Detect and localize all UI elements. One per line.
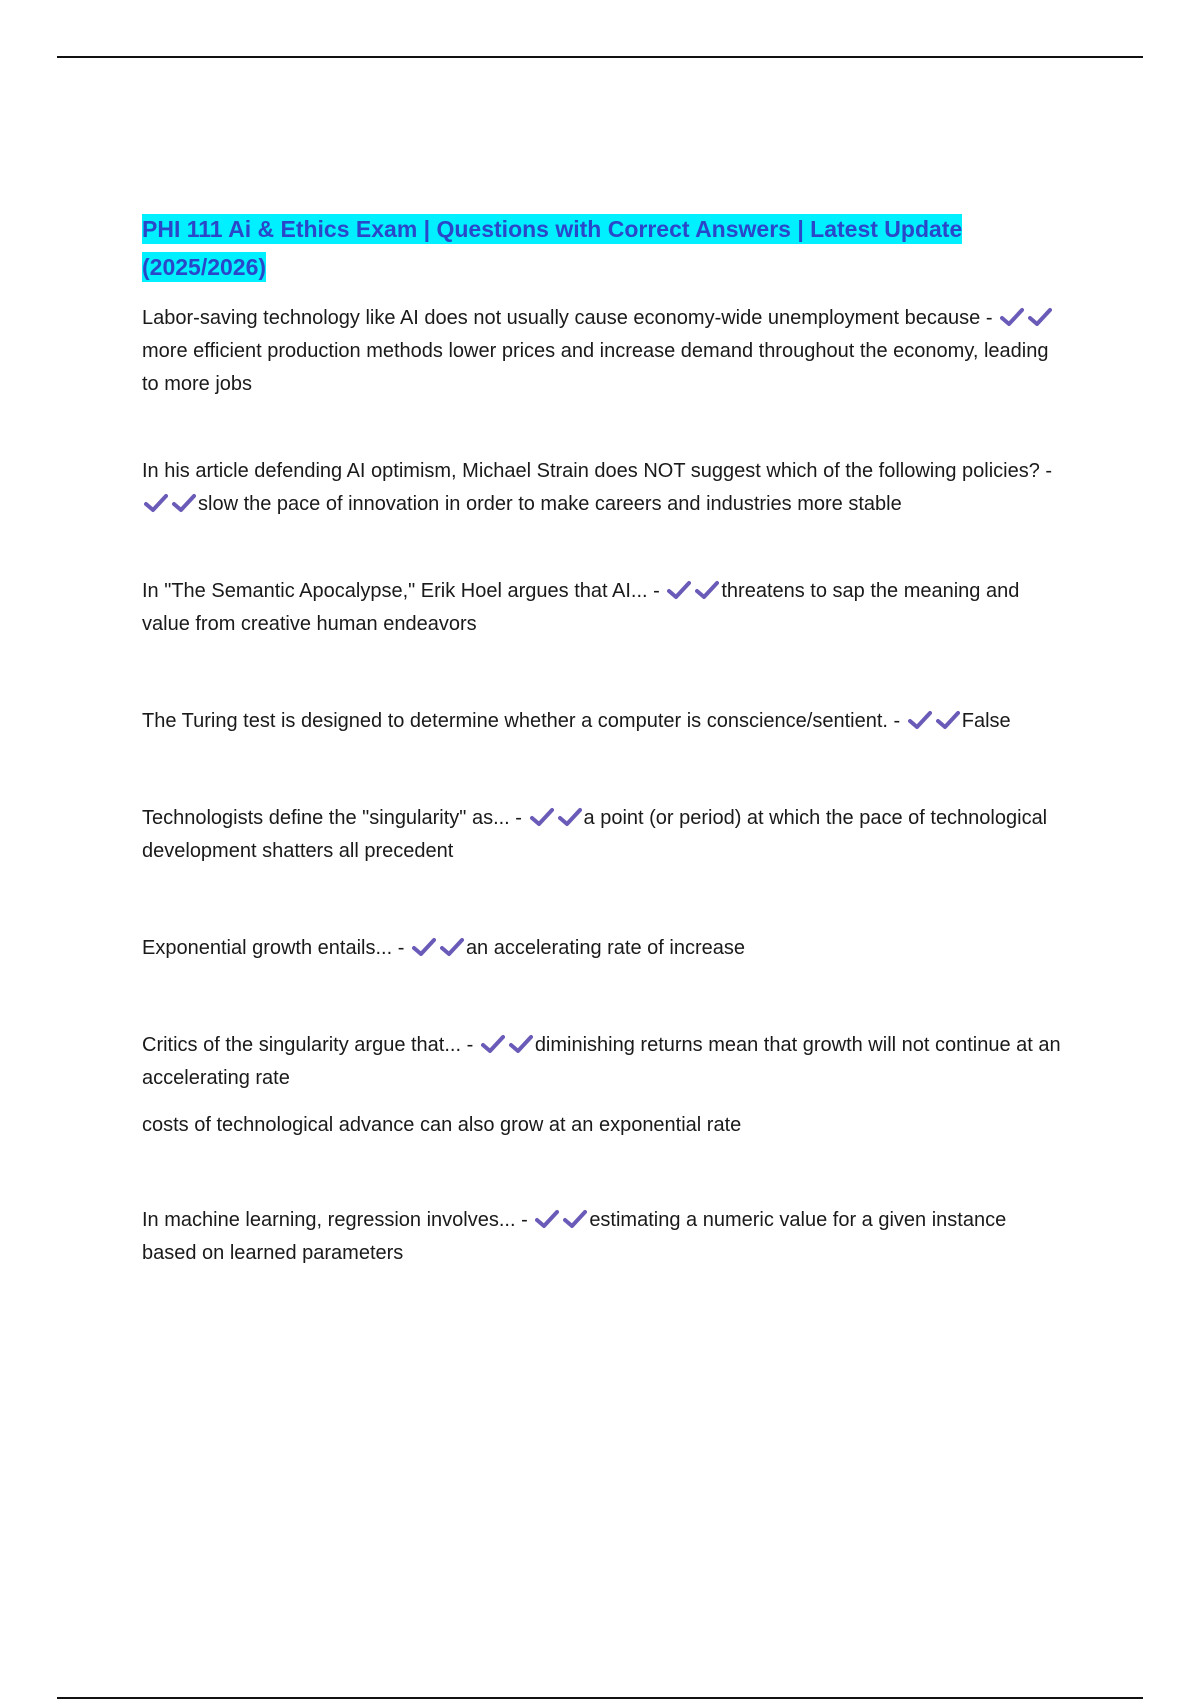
answer-text: an accelerating rate of increase bbox=[465, 937, 745, 959]
document-title bbox=[142, 210, 1062, 286]
additional-answer-text: costs of technological advance can also grow at an exponential rate bbox=[142, 1114, 742, 1136]
question-text: Critics of the singularity argue that... - bbox=[142, 1034, 474, 1056]
qa-item bbox=[142, 575, 1062, 641]
answer-text: a point (or period) at which the pace of technological development shatters all precedent bbox=[142, 807, 1048, 862]
answer-text: estimating a numeric value for a given instance based on learned parameters bbox=[142, 1209, 1007, 1264]
question-text: Technologists define the "singularity" as... - bbox=[142, 807, 522, 829]
answer-text: False bbox=[961, 710, 1011, 732]
question-text: In his article defending AI optimism, Michael Strain does NOT suggest which of the following policies? - bbox=[142, 460, 1053, 482]
qa-text bbox=[142, 802, 1062, 868]
footer-rule bbox=[57, 1697, 1143, 1699]
title-line-2: (2025/2026) bbox=[142, 254, 267, 280]
document-body bbox=[142, 210, 1062, 1270]
checkmark-icon bbox=[558, 807, 582, 827]
qa-text bbox=[142, 1204, 1062, 1270]
checkmark-icon bbox=[695, 580, 719, 600]
checkmark-icon bbox=[563, 1209, 587, 1229]
title-line-1: PHI 111 Ai & Ethics Exam | Questions with Correct Answers | Latest Update bbox=[142, 216, 963, 242]
qa-text bbox=[142, 575, 1062, 641]
checkmark-icon bbox=[667, 580, 691, 600]
checkmark-icon bbox=[144, 493, 168, 513]
qa-item bbox=[142, 1204, 1062, 1270]
question-text: Exponential growth entails... - bbox=[142, 937, 405, 959]
qa-text bbox=[142, 705, 1062, 738]
checkmark-icon bbox=[481, 1034, 505, 1054]
checkmark-icon bbox=[509, 1034, 533, 1054]
qa-list bbox=[142, 302, 1062, 1270]
checkmark-icon bbox=[172, 493, 196, 513]
checkmark-icon bbox=[412, 937, 436, 957]
checkmark-icon bbox=[1000, 307, 1024, 327]
qa-item bbox=[142, 705, 1062, 738]
header-rule bbox=[57, 56, 1143, 58]
qa-item bbox=[142, 932, 1062, 965]
qa-text bbox=[142, 455, 1062, 521]
question-text: The Turing test is designed to determine whether a computer is conscience/sentient. - bbox=[142, 710, 901, 732]
qa-text bbox=[142, 932, 1062, 965]
checkmark-icon bbox=[440, 937, 464, 957]
checkmark-icon bbox=[936, 710, 960, 730]
answer-text: slow the pace of innovation in order to make careers and industries more stable bbox=[198, 493, 902, 515]
qa-item bbox=[142, 455, 1062, 521]
qa-item bbox=[142, 802, 1062, 868]
checkmark-icon bbox=[908, 710, 932, 730]
question-text: In machine learning, regression involves... - bbox=[142, 1209, 528, 1231]
question-text: In "The Semantic Apocalypse," Erik Hoel argues that AI... - bbox=[142, 580, 660, 602]
question-text: Labor-saving technology like AI does not usually cause economy-wide unemployment because - bbox=[142, 307, 993, 329]
qa-text bbox=[142, 302, 1062, 401]
qa-text bbox=[142, 1029, 1062, 1095]
qa-item bbox=[142, 1029, 1062, 1142]
qa-item bbox=[142, 302, 1062, 401]
answer-text: more efficient production methods lower prices and increase demand throughout the economy, leading to more jobs bbox=[142, 340, 1049, 395]
checkmark-icon bbox=[535, 1209, 559, 1229]
checkmark-icon bbox=[1028, 307, 1052, 327]
answer-text: diminishing returns mean that growth will not continue at an accelerating rate bbox=[142, 1034, 1061, 1089]
answer-text: threatens to sap the meaning and value from creative human endeavors bbox=[142, 580, 1020, 635]
checkmark-icon bbox=[530, 807, 554, 827]
